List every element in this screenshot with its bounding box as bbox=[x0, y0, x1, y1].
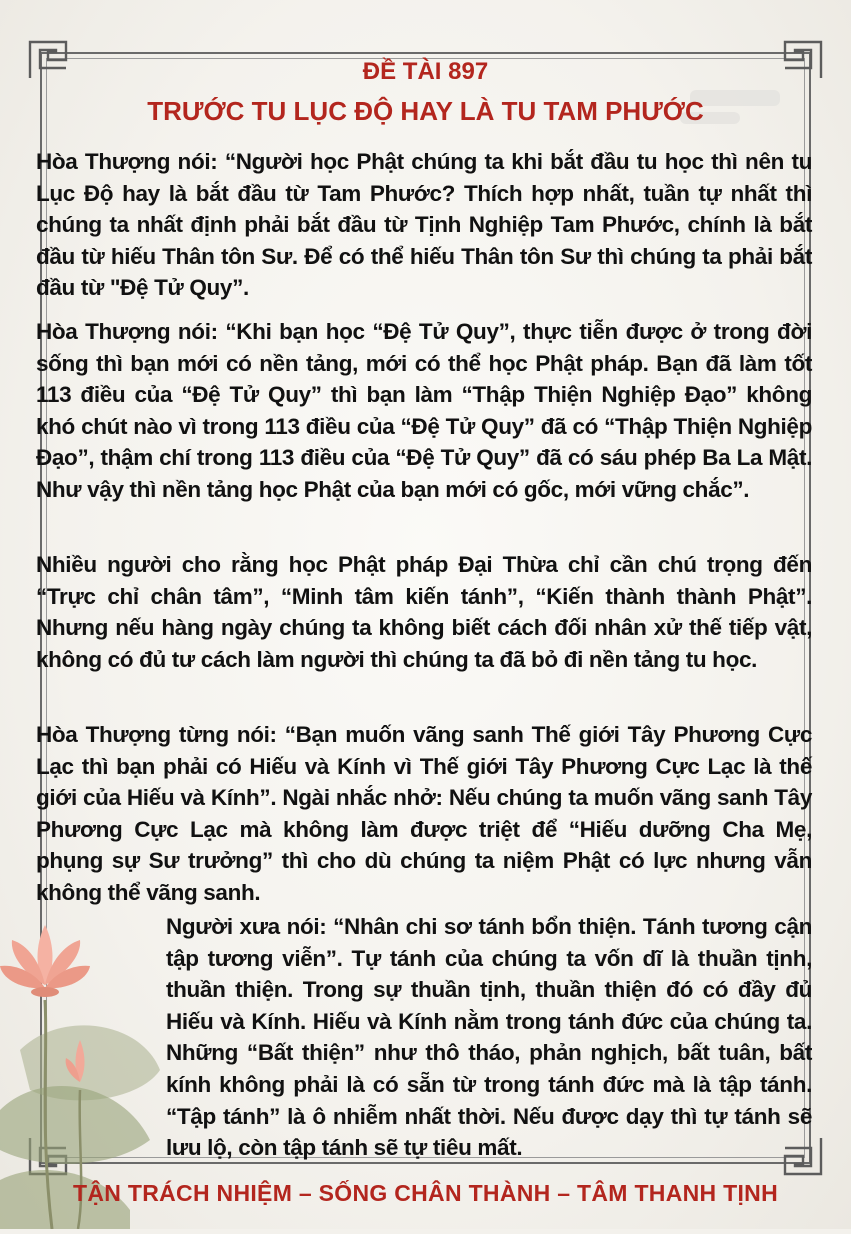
topic-number-heading: ĐỀ TÀI 897 bbox=[362, 58, 489, 85]
paragraph-5: Người xưa nói: “Nhân chi sơ tánh bổn thiện. Tánh tương cận tập tương viễn”. Tự tánh của chúng ta vốn dĩ là thuần tịnh, thuần thiện. Trong sự thuần tịnh, thuần thiện đó có đầy đủ Hiếu và Kính. Hiếu và Kính nằm trong tánh đức của chúng ta. Những “Bất thiện” như thô tháo, phản nghịch, bất tuân, bất kính không phải là có sẵn từ trong tánh đức mà là tập tánh. “Tập tánh” là ô nhiễm nhất thời. Nếu được dạy thì tự tánh sẽ lưu lộ, còn tập tánh sẽ tự tiêu mất. bbox=[166, 914, 812, 1161]
paragraph-3: Nhiều người cho rằng học Phật pháp Đại Thừa chỉ cần chú trọng đến “Trực chỉ chân tâm”, “Minh tâm kiến tánh”, “Kiến thành thành Phật”. Nhưng nếu hàng ngày chúng ta không biết cách đối nhân xử thế tiếp vật, không có đủ tư cách làm người thì chúng ta đã bỏ đi nền tảng tu học. bbox=[36, 552, 812, 672]
paragraph-2: Hòa Thượng nói: “Khi bạn học “Đệ Tử Quy”, thực tiễn được ở trong đời sống thì bạn mới có nền tảng, mới có thể học Phật pháp. Bạn đã làm tốt 113 điều của “Đệ Tử Quy” thì bạn làm “Thập Thiện Nghiệp Đạo” không khó chút nào vì trong 113 điều của “Đệ Tử Quy” đã có “Thập Thiện Nghiệp Đạo”, thậm chí trong 113 điều của “Đệ Tử Quy” đã có sáu phép Ba La Mật. Như vậy thì nền tảng học Phật của bạn mới có gốc, mới vững chắc”. bbox=[36, 319, 812, 502]
paragraph-1: Hòa Thượng nói: “Người học Phật chúng ta khi bắt đầu tu học thì nên tu Lục Độ hay là bắt đầu từ Tam Phước? Thích hợp nhất, tuần tự nhất thì chúng ta nhất định phải bắt đầu từ Tịnh Nghiệp Tam Phước, chính là bắt đầu từ hiếu Thân tôn Sư. Để có thể hiếu Thân tôn Sư thì chúng ta phải bắt đầu từ "Đệ Tử Quy”. bbox=[36, 149, 812, 301]
footer-slogan: TẬN TRÁCH NHIỆM – SỐNG CHÂN THÀNH – TÂM THANH TỊNH bbox=[73, 1180, 778, 1206]
topic-title-heading: TRƯỚC TU LỤC ĐỘ HAY LÀ TU TAM PHƯỚC bbox=[147, 96, 704, 126]
paragraph-4: Hòa Thượng từng nói: “Bạn muốn vãng sanh Thế giới Tây Phương Cực Lạc thì bạn phải có Hiếu và Kính vì Thế giới Tây Phương Cực Lạc là thế giới của Hiếu và Kính”. Ngài nhắc nhở: Nếu chúng ta muốn vãng sanh Tây Phương Cực Lạc mà không làm được triệt để “Hiếu dưỡng Cha Mẹ, phụng sự Sư trưởng” thì cho dù chúng ta niệm Phật có lực nhưng vẫn không thể vãng sanh. bbox=[36, 722, 812, 905]
